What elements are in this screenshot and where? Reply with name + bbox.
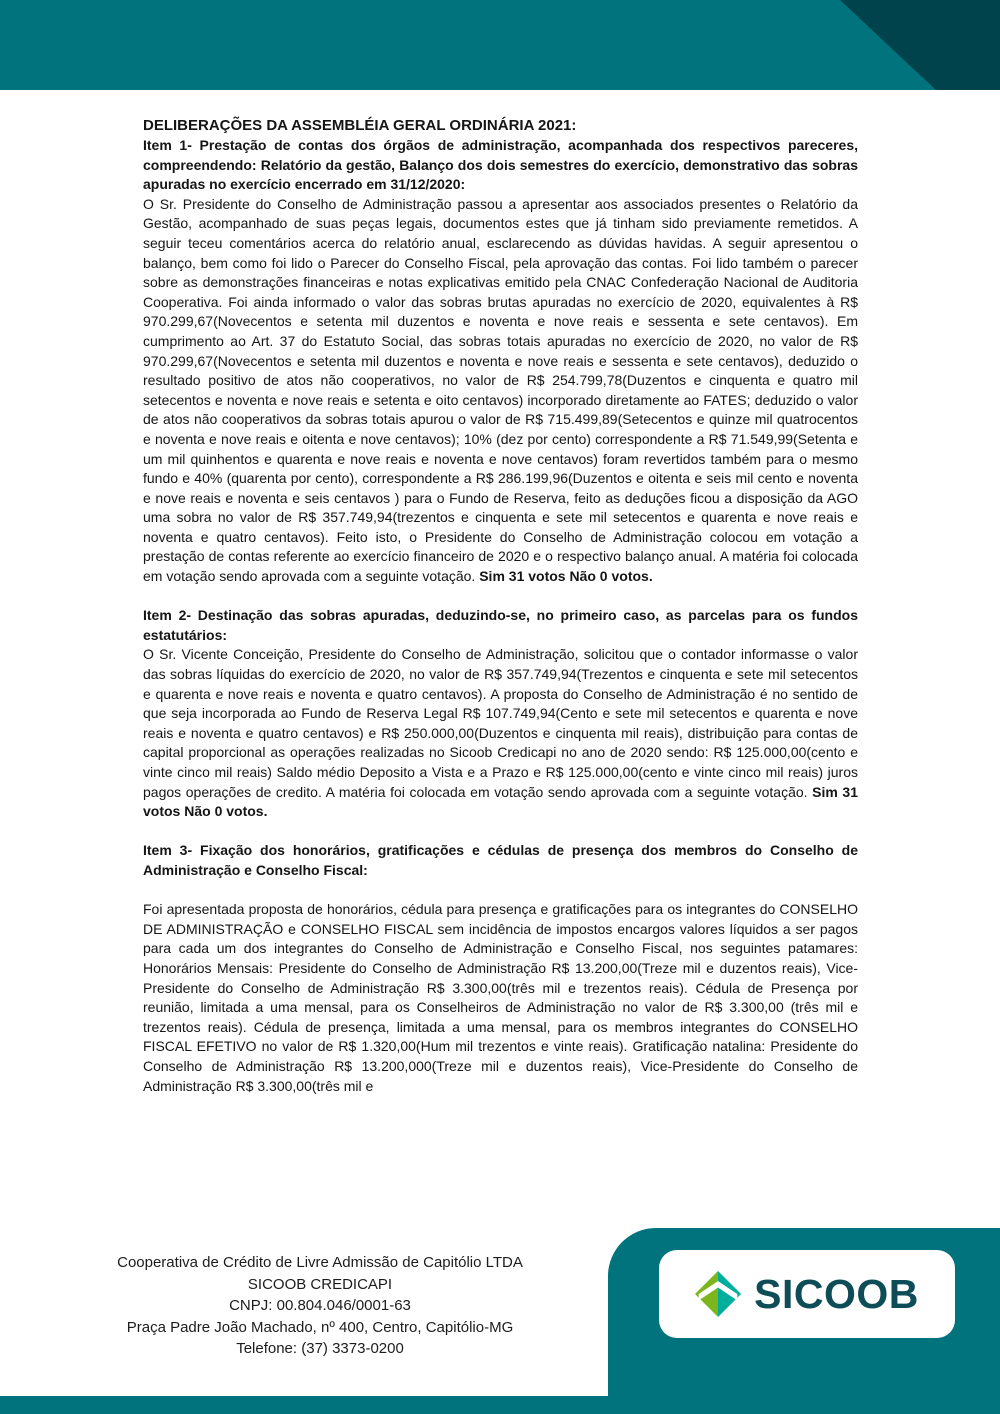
- item-1-body-text: O Sr. Presidente do Conselho de Administração passou a apresentar aos associados presentes o Relatório da Gestão, acompanhado de suas peças legais, documentos estes que já tinham sido previamente remetidos. A seguir teceu comentários acerca do relatório anual, esclarecendo as dúvidas havidas. A seguir apresentou o balanço, bem como foi lido o Parecer do Conselho Fiscal, pela aprovação das contas. Foi lido também o parecer sobre as demonstrações financeiras e notas explicativas emitido pela CNAC Confederação Nacional de Auditoria Cooperativa. Foi ainda informado o valor das sobras brutas apuradas no exercício de 2020, equivalentes à R$ 970.299,67(Novecentos e setenta mil duzentos e noventa e nove reais e sessenta e sete centavos). Em cumprimento ao Art. 37 do Estatuto Social, das sobras totais apuradas no exercício de 2020, no valor de R$ 970.299,67(Novecentos e setenta mil duzentos e noventa e nove reais e sessenta e sete centavos), deduzido o resultado positivo de atos não cooperativos, no valor de R$ 254.799,78(Duzentos e cinquenta e quatro mil setecentos e noventa e nove reais e setenta e oito centavos) incorporado diretamente ao FATES; deduzido o valor de atos não cooperativos da sobras totais apurou o valor de R$ 715.499,89(Setecentos e quinze mil quatrocentos e noventa e nove reais e oitenta e nove centavos); 10% (dez por cento) correspondente a R$ 71.549,99(Setenta e um mil quinhentos e quarenta e nove reais e noventa e nove centavos) foram revertidos também para o mesmo fundo e 40% (quarenta por cento), correspondente a R$ 286.199,96(Duzentos e oitenta e seis mil cento e noventa e nove reais e noventa e seis centavos ) para o Fundo de Reserva, feito as deduções ficou a disposição da AGO uma sobra no valor de R$ 357.749,94(trezentos e cinquenta e sete mil setecentos e quarenta e nove reais e noventa e quatro centavos). Feito isto, o Presidente do Conselho de Administração colocou em votação a prestação de contas referente ao exercício financeiro de 2020 e o respectivo balanço anual. A matéria foi colocada em votação sendo aprovada com a seguinte votação.: [143, 195, 858, 585]
- footer-company-info: [75, 1252, 565, 1360]
- item-3-body: [143, 900, 858, 1096]
- item-2-body: [143, 645, 858, 821]
- item-3-section: [143, 841, 858, 1096]
- item-1-body: [143, 195, 858, 587]
- item-1-heading: Item 1- Prestação de contas dos órgãos de administração, acompanhada dos respectivos pareceres, compreendendo: Relatório da gestão, Balanço dos dois semestres do exercício, demonstrativo das sobras apuradas no exercício encerrado em 31/12/2020:: [143, 137, 858, 193]
- footer-coop-name: SICOOB CREDICAPI: [247, 1275, 393, 1293]
- footer-cnpj: CNPJ: 00.804.046/0001-63: [229, 1297, 411, 1314]
- item-3-body-text: Foi apresentada proposta de honorários, cédula para presença e gratificações para os integrantes do CONSELHO DE ADMINISTRAÇÃO e CONSELHO FISCAL sem incidência de impostos encargos valores líquidos a ser pagos para cada um dos integrantes do Conselho de Administração e Conselho Fiscal, nos seguintes patamares: Honorários Mensais: Presidente do Conselho de Administração R$ 13.200,00(Treze mil e duzentos reais), Vice-Presidente do Conselho de Administração R$ 3.300,00(três mil e trezentos reais). Cédula de Presença por reunião, limitada a uma mensal, para os Conselheiros de Administração no valor de R$ 3.300,00 (três mil e trezentos reais). Cédula de presença, limitada a uma mensal, para os membros integrantes do CONSELHO FISCAL EFETIVO no valor de R$ 1.320,00(Hum mil trezentos e vinte reais). Gratificação natalina: Presidente do Conselho de Administração R$ 13.200,000(Treze mil e duzentos reais), Vice-Presidente do Conselho de Administração R$ 3.300,00(três mil e: [143, 901, 858, 1094]
- sicoob-logo: [659, 1250, 955, 1338]
- footer-company-name: Cooperativa de Crédito de Livre Admissão de Capitólio LTDA: [117, 1254, 523, 1271]
- item-1-vote-result: Sim 31 votos Não 0 votos.: [479, 568, 653, 585]
- item-2-section: [143, 606, 858, 822]
- page-title: DELIBERAÇÕES DA ASSEMBLÉIA GERAL ORDINÁRIA 2021:: [143, 117, 577, 134]
- document-content: [143, 116, 858, 1116]
- header-band: [0, 0, 1000, 90]
- item-2-heading: Item 2- Destinação das sobras apuradas, deduzindo-se, no primeiro caso, as parcelas para os fundos estatutários:: [143, 607, 858, 643]
- item-2-body-text: O Sr. Vicente Conceição, Presidente do Conselho de Administração, solicitou que o contador informasse o valor das sobras líquidas do exercício de 2020, no valor de R$ 357.749,94(Trezentos e cinquenta e sete mil setecentos e quarenta e nove reais e noventa e quatro centavos). A proposta do Conselho de Administração é no sentido de que seja incorporada ao Fundo de Reserva Legal R$ 107.749,94(Cento e sete mil setecentos e quarenta e nove reais e noventa e quatro centavos) e R$ 250.000,00(Duzentos e cinquenta mil reais), distribuição para contas de capital proporcional as operações realizadas no Sicoob Credicapi no ano de 2020 sendo: R$ 125.000,00(cento e vinte cinco mil reais) Saldo médio Deposito a Vista e a Prazo e R$ 125.000,00(cento e vinte cinco mil reais) juros pagos operações de credito. A matéria foi colocada em votação sendo aprovada com a seguinte votação.: [143, 646, 858, 800]
- item-2-vote-result: Sim 31 votos Não 0 votos.: [143, 783, 858, 820]
- item-3-heading: Item 3- Fixação dos honorários, gratificações e cédulas de presença dos membros do Conselho de Administração e Conselho Fiscal:: [143, 842, 858, 878]
- footer-address: Praça Padre João Machado, nº 400, Centro, Capitólio-MG: [126, 1318, 514, 1336]
- item-1-section: [143, 136, 858, 587]
- footer-phone: Telefone: (37) 3373-0200: [236, 1340, 404, 1357]
- sicoob-logo-icon: [695, 1269, 741, 1319]
- header-accent-shape: [840, 0, 1000, 90]
- sicoob-logo-wordmark: SICOOB: [754, 1270, 919, 1317]
